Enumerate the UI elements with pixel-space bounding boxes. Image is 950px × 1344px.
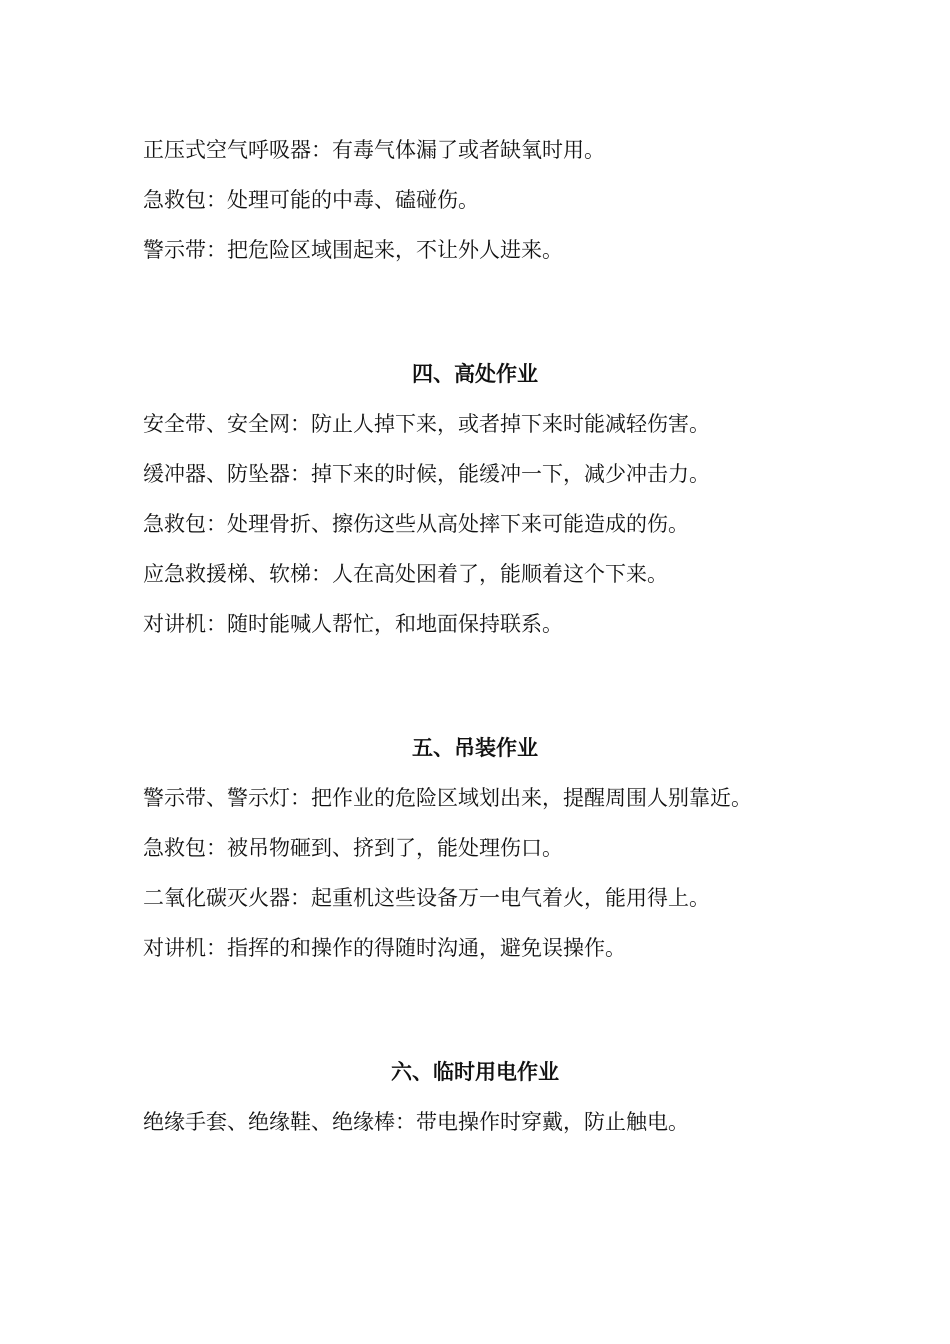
section-heading: 六、临时用电作业	[391, 1060, 559, 1084]
section-heading: 五、吊装作业	[412, 736, 538, 760]
list-item: 急救包：处理可能的中毒、磕碰伤。	[143, 188, 479, 212]
list-item: 警示带、警示灯：把作业的危险区域划出来，提醒周围人别靠近。	[143, 786, 752, 810]
list-item: 对讲机：指挥的和操作的得随时沟通，避免误操作。	[143, 936, 626, 960]
list-item: 绝缘手套、绝缘鞋、绝缘棒：带电操作时穿戴，防止触电。	[143, 1110, 689, 1134]
list-item: 二氧化碳灭火器：起重机这些设备万一电气着火，能用得上。	[143, 886, 710, 910]
list-item: 应急救援梯、软梯：人在高处困着了，能顺着这个下来。	[143, 562, 668, 586]
list-item: 急救包：处理骨折、擦伤这些从高处摔下来可能造成的伤。	[143, 512, 689, 536]
list-item: 警示带：把危险区域围起来，不让外人进来。	[143, 238, 563, 262]
list-item: 对讲机：随时能喊人帮忙，和地面保持联系。	[143, 612, 563, 636]
list-item: 正压式空气呼吸器：有毒气体漏了或者缺氧时用。	[143, 138, 605, 162]
list-item: 急救包：被吊物砸到、挤到了，能处理伤口。	[143, 836, 563, 860]
list-item: 安全带、安全网：防止人掉下来，或者掉下来时能减轻伤害。	[143, 412, 710, 436]
section-heading: 四、高处作业	[412, 362, 538, 386]
list-item: 缓冲器、防坠器：掉下来的时候，能缓冲一下，减少冲击力。	[143, 462, 710, 486]
